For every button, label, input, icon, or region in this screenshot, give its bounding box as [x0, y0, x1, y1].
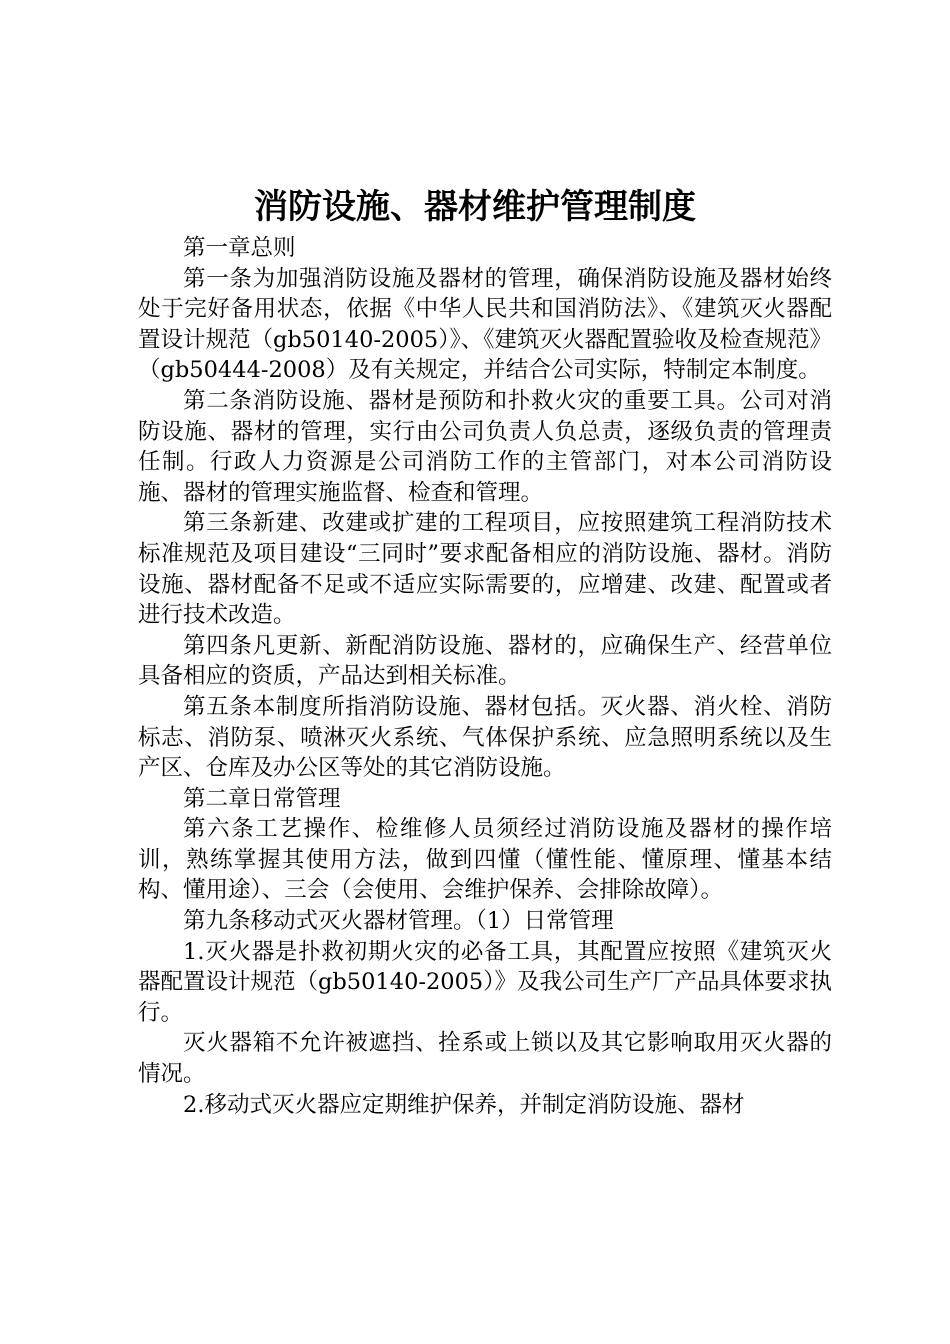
paragraph: 第九条移动式灭火器材管理。（1）日常管理 [183, 908, 614, 935]
paragraph: 第一条为加强消防设施及器材的管理，确保消防设施及器材始终处于完好备用状态，依据《中华人民共和国消防法》、《建筑灭火器配置设计规范（gb50140-2005）》、《建筑灭火器配置验收及检查规范》（gb50444-2008）及有关规定，并结合公司实际，特制定本制度。 [138, 265, 832, 384]
paragraph: 第五条本制度所指消防设施、器材包括。灭火器、消火栓、消防标志、消防泵、喷淋灭火系统、气体保护系统、应急照明系统以及生产区、仓库及办公区等处的其它消防设施。 [138, 693, 832, 782]
paragraph: 第六条工艺操作、检维修人员须经过消防设施及器材的操作培训，熟练掌握其使用方法，做到四懂（懂性能、懂原理、懂基本结构、懂用途）、三会（会使用、会维护保养、会排除故障）。 [138, 816, 832, 904]
chapter-heading: 第二章日常管理 [183, 785, 341, 812]
document-body [138, 233, 832, 1120]
paragraph: 1.灭火器是扑救初期火灾的必备工具，其配置应按照《建筑灭火器配置设计规范（gb50140-2005）》及我公司生产厂产品具体要求执行。 [138, 938, 832, 1026]
paragraph: 第四条凡更新、新配消防设施、器材的，应确保生产、经营单位具备相应的资质，产品达到相关标准。 [138, 632, 832, 690]
paragraph: 第三条新建、改建或扩建的工程项目，应按照建筑工程消防技术标准规范及项目建设“三同时”要求配备相应的消防设施、器材。消防设施、器材配备不足或不适应实际需要的，应增建、改建、配置或者进行技术改造。 [138, 510, 832, 629]
paragraph: 2.移动式灭火器应定期维护保养，并制定消防设施、器材 [183, 1091, 745, 1118]
paragraph: 第二条消防设施、器材是预防和扑救火灾的重要工具。公司对消防设施、器材的管理，实行由公司负责人负总责，逐级负责的管理责任制。行政人力资源是公司消防工作的主管部门，对本公司消防设施、器材的管理实施监督、检查和管理。 [138, 387, 832, 506]
chapter-heading: 第一章总则 [183, 235, 296, 261]
paragraph: 灭火器箱不允许被遮挡、拴系或上锁以及其它影响取用灭火器的情况。 [138, 1030, 832, 1088]
document-title: 消防设施、器材维护管理制度 [254, 187, 696, 227]
